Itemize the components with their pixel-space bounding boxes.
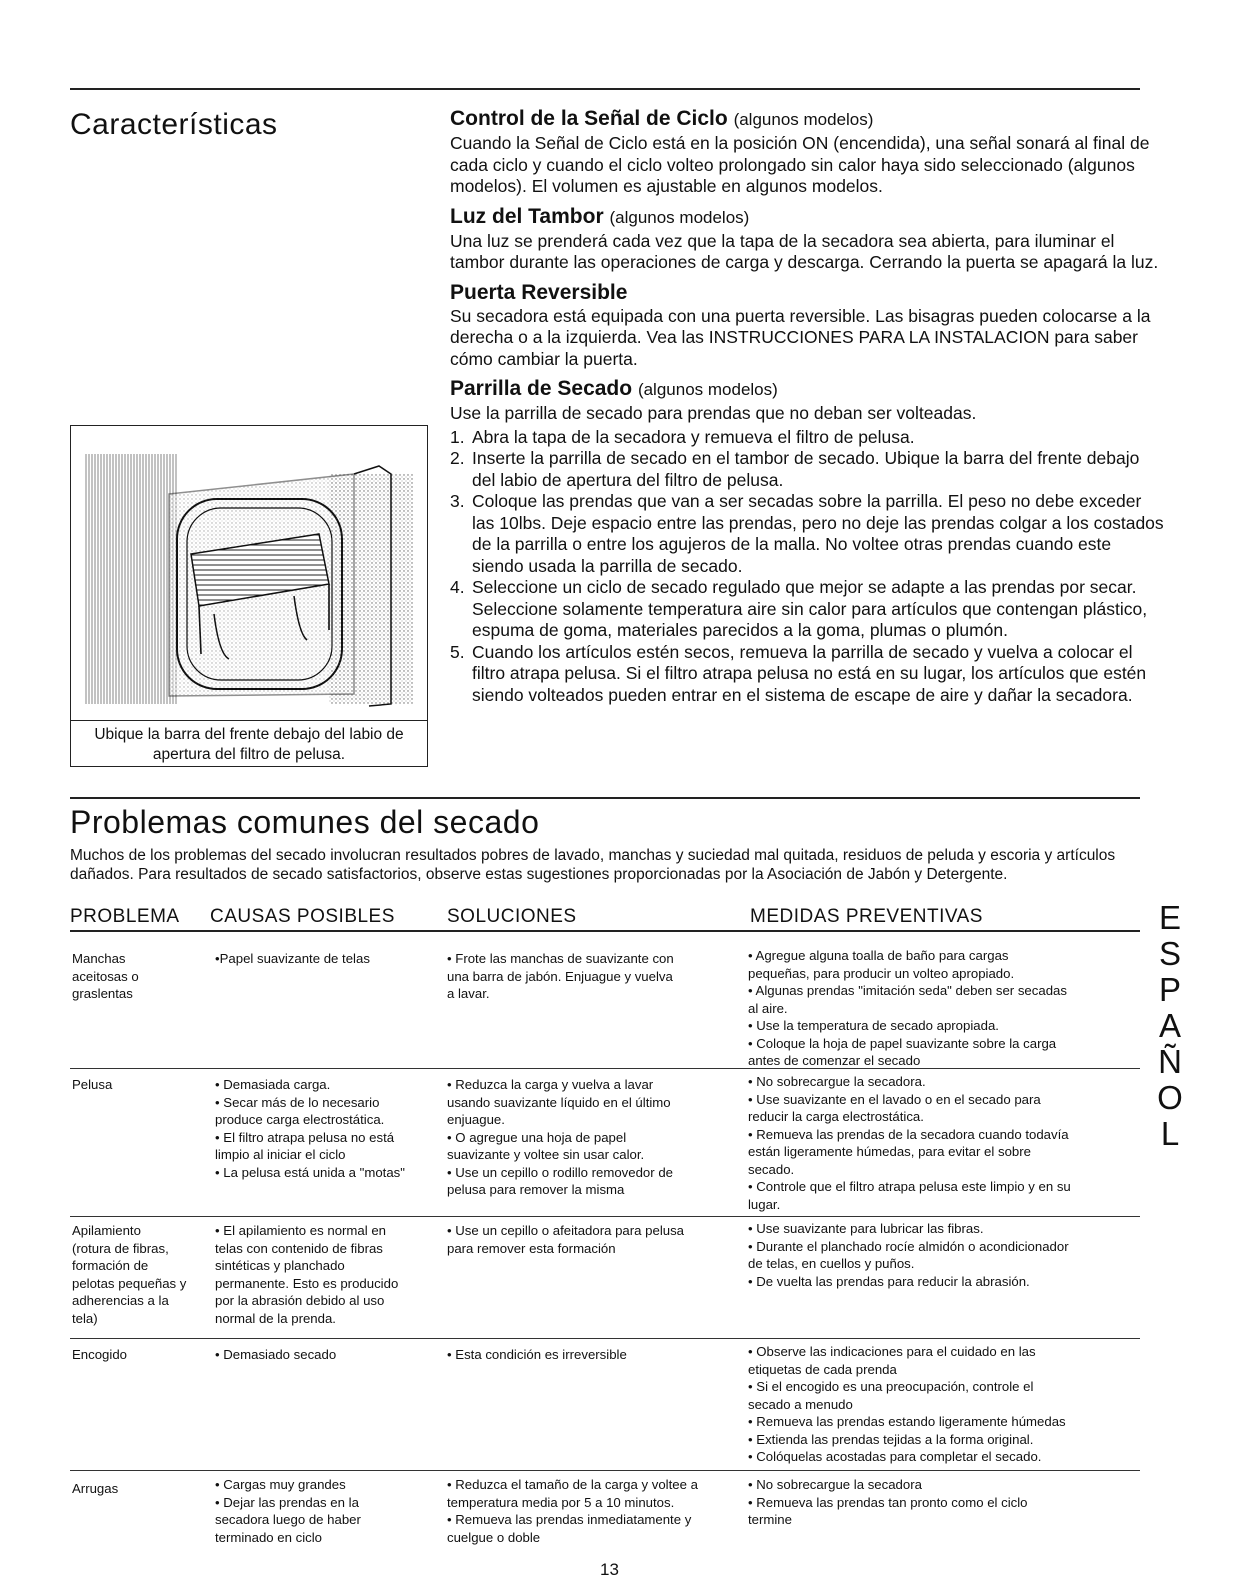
table-cell-problem: Apilamiento (rotura de fibras, formación de pelotas pequeñas y adherencias a la tela) bbox=[72, 1223, 187, 1326]
side-tab-letter: P bbox=[1158, 971, 1183, 1008]
table-cell-causes: • Demasiado secado bbox=[215, 1347, 337, 1362]
table-cell-preventive: • No sobrecargue la secadora. • Use suavizante en el lavado o en el secado para reducir la carga electrostática. • Remueva las prendas de la secadora cuando todavía están ligeramente húmedas, para evitar el sobre secado. • Controle que el filtro atrapa pelusa este limpio y en su lugar. bbox=[748, 1074, 1071, 1212]
drying-rack-figure bbox=[70, 425, 428, 767]
reversible-door-section bbox=[450, 280, 1165, 371]
table-cell-causes: •Papel suavizante de telas bbox=[215, 951, 370, 966]
table-row-rule bbox=[70, 1068, 1140, 1069]
table-row-rule bbox=[70, 1216, 1140, 1217]
table-cell-preventive: • Use suavizante para lubricar las fibras. • Durante el planchado rocíe almidón o acondicionador de telas, en cuellos y puños. • De vuelta las prendas para reducir la abrasión. bbox=[748, 1221, 1069, 1289]
table-cell-causes: • Cargas muy grandes • Dejar las prendas en la secadora luego de haber terminado en ciclo bbox=[215, 1477, 361, 1545]
table-header-rule bbox=[70, 930, 1140, 932]
side-tab-letter: O bbox=[1157, 1079, 1185, 1116]
drum-light-section bbox=[450, 204, 1165, 274]
features-column bbox=[450, 106, 1165, 711]
section-note: (algunos modelos) bbox=[637, 380, 778, 399]
side-tab-letter: S bbox=[1158, 935, 1183, 972]
rack-steps-list bbox=[450, 427, 1165, 707]
section-title bbox=[450, 376, 1165, 403]
step-number: 5. bbox=[450, 641, 465, 662]
dryer-rack-illustration bbox=[79, 434, 417, 716]
table-cell-solutions: • Frote las manchas de suavizante con una barra de jabón. Enjuague y vuelva a lavar. bbox=[447, 951, 674, 1001]
step-number: 3. bbox=[450, 491, 465, 511]
table-cell-preventive: • Agregue alguna toalla de baño para cargas pequeñas, para producir un volteo apropiado. • Algunas prendas "imitación seda" deben ser secadas al aire. • Use la temperatura de secado apropiada. • Coloque la hoja de papel suavizante sobre la carga antes de comenzar el secado bbox=[748, 948, 1067, 1068]
column-header-problem: PROBLEMA bbox=[70, 906, 180, 927]
table-cell-solutions: • Use un cepillo o afeitadora para pelusa para remover esta formación bbox=[447, 1223, 685, 1256]
side-tab-letter: Ñ bbox=[1158, 1043, 1184, 1080]
section-body: Cuando la Señal de Ciclo está en la posición ON (encendida), una señal sonará al final de cada ciclo y cuando el ciclo volteo prolongado sin calor haya sido seleccionado (algunos modelos). El volumen es ajustable en algunos modelos. bbox=[450, 133, 1150, 196]
side-tab-letter: A bbox=[1158, 1007, 1183, 1044]
cycle-signal-section bbox=[450, 106, 1165, 198]
rack-step: 3. Coloque las prendas que van a ser secadas sobre la parrilla. El peso no debe exceder las 10lbs. Deje espacio entre las prendas, pero no deje las prendas colgar a los costados de la parrilla o entre los agujeros de la malla. No voltee otras prendas cuando este siendo usada la parrilla de secado. bbox=[450, 491, 1164, 576]
page-number: 13 bbox=[600, 1560, 619, 1579]
language-side-tab bbox=[1146, 900, 1196, 1152]
column-header-preventive: MEDIDAS PREVENTIVAS bbox=[750, 906, 983, 927]
step-number: 2. bbox=[450, 448, 465, 468]
rack-step: 2. Inserte la parrilla de secado en el tambor de secado. Ubique la barra del frente debajo del labio de apertura del filtro de pelusa. bbox=[450, 448, 1140, 490]
column-header-causes: CAUSAS POSIBLES bbox=[210, 906, 395, 927]
table-cell-problem: Encogido bbox=[72, 1347, 127, 1362]
table-cell-causes: • Demasiada carga. • Secar más de lo necesario produce carga electrostática. • El filtro atrapa pelusa no está limpio al iniciar el ciclo • La pelusa está unida a "motas" bbox=[215, 1077, 405, 1180]
section-note: (algunos modelos) bbox=[733, 110, 874, 129]
section-body: Una luz se prenderá cada vez que la tapa de la secadora sea abierta, para iluminar el tambor durante las operaciones de carga y descarga. Cerrando la puerta se apagará la luz. bbox=[450, 230, 1159, 272]
section-title bbox=[450, 280, 1165, 306]
table-cell-preventive: • No sobrecargue la secadora • Remueva las prendas tan pronto como el ciclo termine bbox=[748, 1477, 1028, 1527]
table-cell-solutions: • Reduzca la carga y vuelva a lavar usando suavizante líquido en el último enjuague. • O agregue una hoja de papel suavizante y voltee sin usar calor. • Use un cepillo o rodillo removedor de pelusa para remover la misma bbox=[447, 1077, 673, 1197]
section-rule bbox=[70, 797, 1140, 799]
section-body: Use la parrilla de secado para prendas que no deban ser volteadas. bbox=[450, 403, 977, 423]
section-title-text: Parrilla de Secado bbox=[450, 377, 633, 400]
section-note: (algunos modelos) bbox=[609, 207, 750, 227]
table-cell-solutions: • Esta condición es irreversible bbox=[447, 1347, 627, 1362]
section-body: Su secadora está equipada con una puerta reversible. Las bisagras pueden colocarse a la derecha o a la izquierda. Vea las INSTRUCCIONES PARA LA INSTALACION para saber cómo cambiar la puerta. bbox=[450, 305, 1151, 369]
step-number: 4. bbox=[450, 577, 465, 597]
section-title-text: Luz del Tambor bbox=[450, 204, 604, 228]
problems-intro: Muchos de los problemas del secado involucran resultados pobres de lavado, manchas y suciedad mal quitada, residuos de peluda y escoria y artículos dañados. Para resultados de secado satisfactorios, observe estas sugestiones proporcionadas por la Asociación de Jabón y Detergente. bbox=[70, 847, 1116, 883]
column-header-solutions: SOLUCIONES bbox=[447, 906, 577, 927]
rack-step: 4. Seleccione un ciclo de secado regulado que mejor se adapte a las prendas por secar. Seleccione solamente temperatura aire sin calor para artículos que contengan plástico, espuma de goma, materiales parecidos a la goma, plumas o plumón. bbox=[450, 577, 1148, 640]
table-cell-problem: Pelusa bbox=[72, 1077, 113, 1092]
figure-caption: Ubique la barra del frente debajo del labio de apertura del filtro de pelusa. bbox=[71, 720, 427, 765]
drying-rack-section bbox=[450, 376, 1165, 706]
table-cell-solutions: • Reduzca el tamaño de la carga y voltee a temperatura media por 5 a 10 minutos. • Remueva las prendas inmediatamente y cuelgue o doble bbox=[447, 1477, 698, 1545]
rack-step: 1. Abra la tapa de la secadora y remueva el filtro de pelusa. bbox=[450, 426, 915, 447]
section-title bbox=[450, 204, 1165, 231]
step-number: 1. bbox=[450, 426, 465, 447]
problems-heading: Problemas comunes del secado bbox=[70, 804, 540, 840]
table-row-rule bbox=[70, 1338, 1140, 1339]
table-cell-preventive: • Observe las indicaciones para el cuidado en las etiquetas de cada prenda • Si el encogido es una preocupación, controle el secado a menudo • Remueva las prendas estando ligeramente húmedas • Extienda las prendas tejidas a la forma original. • Colóquelas acostadas para completar el secado. bbox=[748, 1344, 1066, 1464]
table-row-rule bbox=[70, 1470, 1140, 1471]
section-title-text: Puerta Reversible bbox=[450, 280, 628, 304]
side-tab-letter: E bbox=[1158, 899, 1183, 936]
side-tab-letter: L bbox=[1160, 1115, 1182, 1152]
top-rule bbox=[70, 88, 1140, 90]
section-title bbox=[450, 106, 1165, 133]
features-heading: Características bbox=[70, 108, 278, 141]
table-cell-causes: • El apilamiento es normal en telas con contenido de fibras sintéticas y planchado permanente. Esto es producido por la abrasión debido al uso normal de la prenda. bbox=[215, 1223, 399, 1326]
table-cell-problem: Arrugas bbox=[72, 1481, 119, 1496]
rack-step: 5. Cuando los artículos estén secos, remueva la parrilla de secado y vuelva a colocar el filtro atrapa pelusa. Si el filtro atrapa pelusa no está en su lugar, los artículos que estén siendo volteados pueden entrar en el sistema de escape de aire y dañar la secadora. bbox=[450, 641, 1147, 705]
section-title-text: Control de la Señal de Ciclo bbox=[450, 107, 728, 130]
table-cell-problem: Manchas aceitosas o graslentas bbox=[72, 951, 139, 1001]
